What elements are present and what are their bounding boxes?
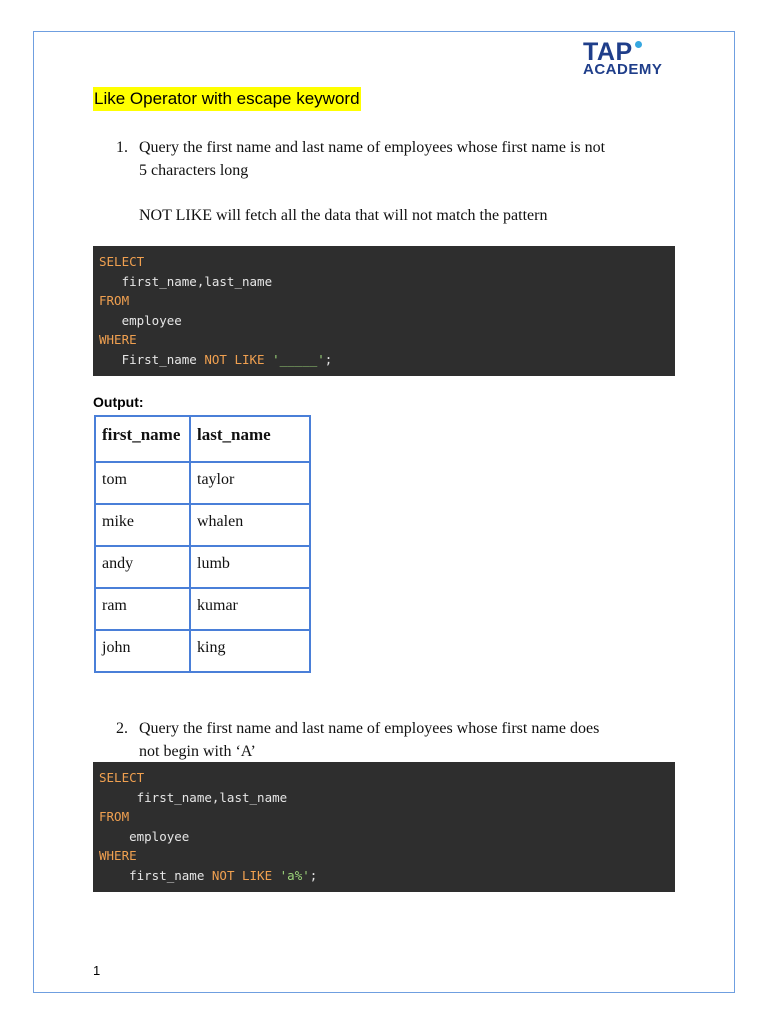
table-row (95, 462, 310, 504)
table-header-row (95, 416, 310, 462)
code2-pattern: 'a%' (279, 867, 310, 883)
code1-from: FROM (99, 293, 130, 309)
code2-where: WHERE (99, 848, 137, 864)
logo-text-academy: ACADEMY (583, 61, 663, 78)
table-cell: mike (95, 504, 190, 546)
item-2-line-1: Query the first name and last name of employees whose first name does (139, 720, 600, 737)
table-row (95, 630, 310, 672)
table-cell: ram (95, 588, 190, 630)
code2-select: SELECT (99, 770, 145, 785)
tap-academy-logo (583, 40, 679, 82)
table-row (95, 546, 310, 588)
logo-text-tap: TAP (583, 38, 633, 66)
section-heading: Like Operator with escape keyword (93, 87, 361, 111)
table-cell: tom (95, 462, 190, 504)
code2-table: employee (99, 828, 190, 844)
page-number: 1 (93, 963, 101, 978)
table-row (95, 504, 310, 546)
table-header-last-name: last_name (190, 416, 310, 462)
code-block-1 (93, 246, 675, 376)
item-1-number: 1. (116, 139, 128, 156)
item-1-line-2: 5 characters long (139, 162, 249, 179)
item-2-question (139, 717, 679, 763)
output-label: Output: (93, 394, 144, 410)
output-table (94, 415, 311, 673)
code1-semicolon: ; (324, 351, 333, 367)
item-1-question (139, 136, 679, 182)
code1-select: SELECT (99, 254, 145, 269)
table-cell: andy (95, 546, 190, 588)
table-header-first-name: first_name (95, 416, 190, 462)
code1-space (265, 352, 273, 367)
code-block-2 (93, 762, 675, 892)
code1-columns: first_name,last_name (99, 273, 273, 289)
item-1-line-1: Query the first name and last name of employees whose first name is not (139, 139, 606, 156)
code1-pattern: '_____' (272, 351, 325, 367)
table-cell: taylor (190, 462, 310, 504)
code2-space (272, 868, 280, 883)
code2-from: FROM (99, 809, 130, 825)
code2-columns: first_name,last_name (99, 789, 288, 805)
table-cell: john (95, 630, 190, 672)
item-1-note: NOT LIKE will fetch all the data that will not match the pattern (139, 207, 548, 224)
code2-semicolon: ; (309, 867, 318, 883)
table-cell: whalen (190, 504, 310, 546)
logo-dot-icon (635, 41, 642, 48)
table-cell: king (190, 630, 310, 672)
code2-condition-column: first_name (99, 867, 212, 883)
item-2-number: 2. (116, 720, 128, 737)
item-2-line-2: not begin with ‘A’ (139, 743, 256, 760)
table-row (95, 588, 310, 630)
code1-not-like: NOT LIKE (204, 351, 265, 367)
code2-not-like: NOT LIKE (211, 867, 273, 883)
table-cell: lumb (190, 546, 310, 588)
code1-table: employee (99, 312, 182, 328)
code1-where: WHERE (99, 332, 137, 348)
table-cell: kumar (190, 588, 310, 630)
code1-condition-column: First_name (99, 351, 205, 367)
